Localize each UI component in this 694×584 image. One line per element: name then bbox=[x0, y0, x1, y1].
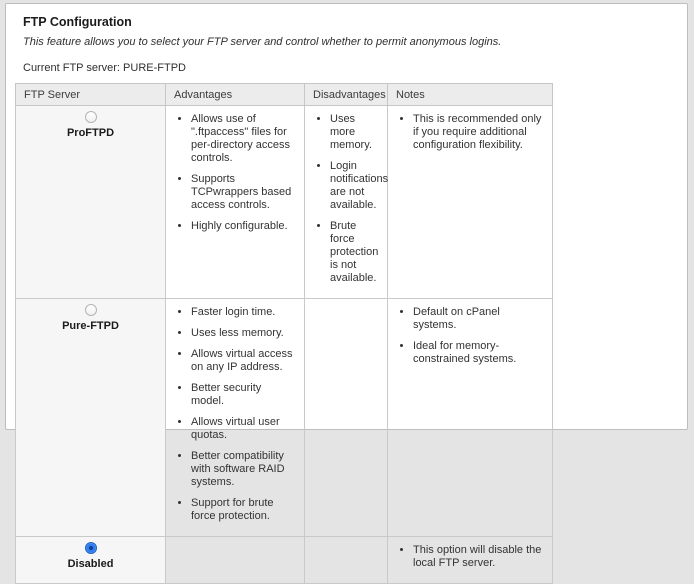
notes-list bbox=[396, 544, 544, 570]
ftp-configuration-panel bbox=[5, 3, 688, 570]
disadvantages-cell bbox=[305, 537, 388, 584]
advantages-list bbox=[174, 306, 296, 523]
disadvantage-item: • Brute force protection is not available. bbox=[330, 220, 379, 285]
note-item: • This is recommended only if you require additional configuration flexibility. bbox=[413, 113, 544, 152]
advantage-item: • Better compatibility with software RAID systems. bbox=[191, 450, 296, 489]
column-header-ftp-server: FTP Server bbox=[16, 84, 166, 106]
ftp-server-radio-pure-ftpd[interactable] bbox=[85, 304, 97, 316]
disadvantage-item: • Login notifications are not available. bbox=[330, 160, 379, 212]
advantages-cell bbox=[166, 106, 305, 299]
advantage-item: • Allows virtual access on any IP address. bbox=[191, 348, 296, 374]
table-row bbox=[16, 106, 553, 299]
advantage-item: • Highly configurable. bbox=[191, 220, 296, 233]
advantages-list bbox=[174, 113, 296, 233]
note-item: • Default on cPanel systems. bbox=[413, 306, 544, 332]
advantage-item: • Uses less memory. bbox=[191, 327, 296, 340]
note-item: • Ideal for memory-constrained systems. bbox=[413, 340, 544, 366]
ftp-server-comparison-table bbox=[15, 83, 553, 584]
advantage-item: • Supports TCPwrappers based access controls. bbox=[191, 173, 296, 212]
table-row bbox=[16, 299, 553, 537]
advantage-item: • Allows virtual user quotas. bbox=[191, 416, 296, 442]
page-subtitle: This feature allows you to select your FTP server and control whether to permit anonymous logins. bbox=[23, 36, 502, 48]
advantage-item: • Allows use of ".ftpaccess" files for per-directory access controls. bbox=[191, 113, 296, 165]
advantage-item: • Faster login time. bbox=[191, 306, 296, 319]
advantages-cell bbox=[166, 537, 305, 584]
column-header-advantages: Advantages bbox=[166, 84, 305, 106]
ftp-server-option-cell bbox=[16, 106, 166, 299]
disadvantage-item: • Uses more memory. bbox=[330, 113, 379, 152]
disadvantages-list bbox=[313, 113, 389, 285]
current-ftp-server-text: Current FTP server: PURE-FTPD bbox=[23, 62, 186, 74]
note-item: • This option will disable the local FTP server. bbox=[413, 544, 544, 570]
column-header-disadvantages: Disadvantages bbox=[305, 84, 388, 106]
ftp-server-option-cell bbox=[16, 537, 166, 584]
ftp-server-radio-proftpd[interactable] bbox=[85, 111, 97, 123]
table-row bbox=[16, 537, 553, 584]
disadvantages-cell bbox=[305, 106, 388, 299]
advantages-cell bbox=[166, 299, 305, 537]
ftp-server-label: Pure-FTPD bbox=[62, 320, 119, 332]
notes-cell bbox=[388, 537, 553, 584]
advantage-item: • Support for brute force protection. bbox=[191, 497, 296, 523]
disadvantages-cell bbox=[305, 299, 388, 537]
notes-cell bbox=[388, 106, 553, 299]
column-header-notes: Notes bbox=[388, 84, 553, 106]
notes-list bbox=[396, 113, 544, 152]
ftp-server-label: Disabled bbox=[67, 558, 114, 570]
ftp-server-option-cell bbox=[16, 299, 166, 537]
notes-cell bbox=[388, 299, 553, 537]
ftp-server-label: ProFTPD bbox=[66, 127, 115, 139]
page-title: FTP Configuration bbox=[23, 15, 132, 29]
ftp-server-radio-disabled[interactable] bbox=[85, 542, 97, 554]
notes-list bbox=[396, 306, 544, 366]
advantage-item: • Better security model. bbox=[191, 382, 296, 408]
table-header-row bbox=[16, 84, 553, 106]
